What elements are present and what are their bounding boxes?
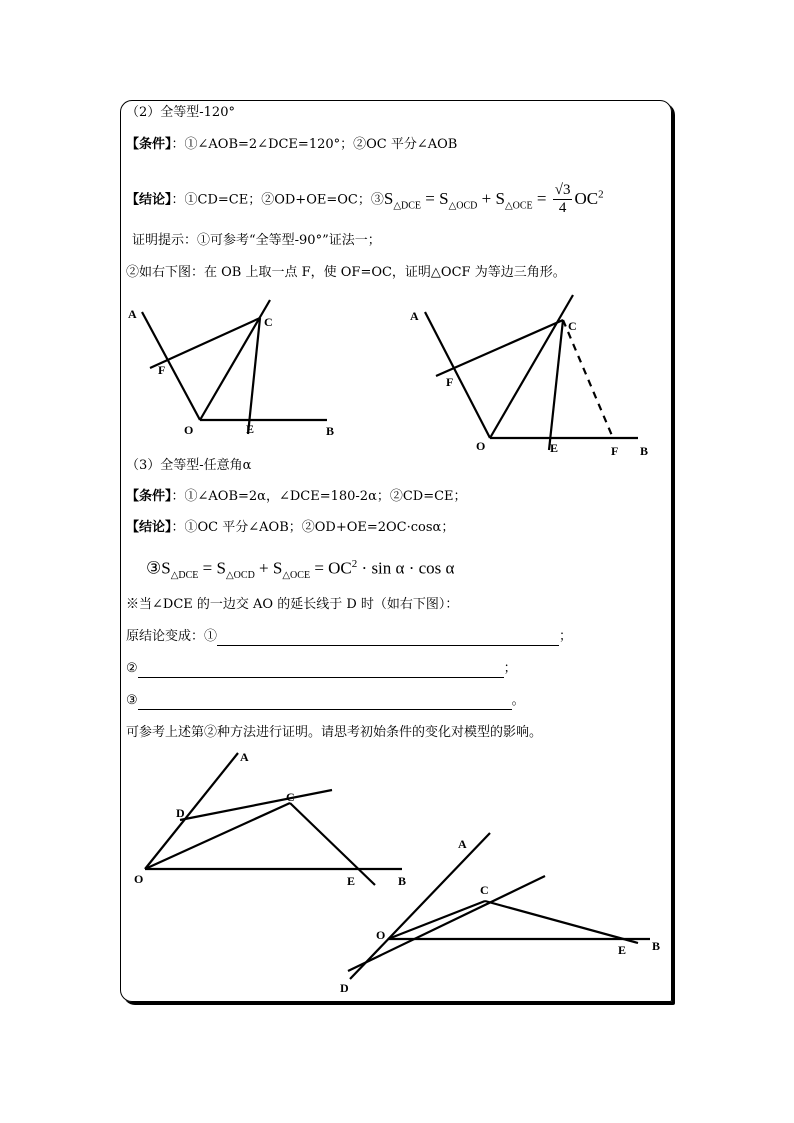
figure-2 [425,295,638,450]
fill-blank-3: ③ 。 [126,693,525,708]
fraction: $\frac{√3}{4}$ [554,182,571,217]
fig1-label-F: F [158,363,166,377]
fig1-label-A: A [128,307,137,321]
fig3-label-E: E [347,874,356,888]
section-3-conclusions: 【结论】：①OC 平分∠AOB；②OD+OE=2OC·cosα； [126,520,455,535]
fig2-label-B: B [640,444,649,458]
figures-general-angle [120,745,672,1000]
section-3-heading: （3）全等型-任意角α [126,458,252,473]
fig3-label-A: A [240,750,249,764]
fig3-label-O: O [134,872,144,886]
fig3-label-D: D [176,806,185,820]
condition-text: ：①∠AOB=2∠DCE=120°；②OC 平分∠AOB [171,137,458,152]
fig4-label-E: E [618,943,627,957]
fig2-label-F: F [446,375,454,389]
answer-blank-2[interactable] [138,663,504,678]
fig4-label-D: D [340,981,349,995]
proof-hint-1: 证明提示：①可参考“全等型-90°”证法一； [132,233,381,248]
fig3-label-B: B [398,874,407,888]
area-formula-120: $S_{\triangle DCE} = S_{\triangle OCD} + S_{\triangle OCE}$ = $\frac{√3}{4}$ $OC^2$ [383,182,604,217]
section-2-conclusions [126,175,604,225]
fig4-label-O: O [376,928,386,942]
fig1-label-E: E [246,422,255,436]
section-2-conditions [126,136,457,154]
conclusion-label: 【结论】 [126,192,172,208]
extension-note: ※当∠DCE 的一边交 AO 的延长线于 D 时（如右下图）： [126,597,459,612]
area-formula-general: $③S_{\triangle DCE} = S_{\triangle OCD} + S_{\triangle OCE} = OC^2 \cdot \sin \alpha \cdot \cos \alpha$ [146,558,455,582]
answer-blank-1[interactable] [217,631,559,646]
proof-hint-2: ②如右下图：在 OB 上取一点 F，使 OF=OC，证明△OCF 为等边三角形。 [126,265,566,280]
fig2-label-C: C [568,319,577,333]
fig2-label-A: A [410,309,419,323]
section-3-conditions: 【条件】：①∠AOB=2α，∠DCE=180-2α；②CD=CE； [126,489,467,504]
condition-label: 【条件】 [126,137,172,152]
conclusion-text: ：①CD=CE；②OD+OE=OC；③ [171,192,384,208]
fig1-label-O: O [184,423,194,437]
fig3-label-C: C [286,790,295,804]
fig2-label-O: O [476,439,486,453]
figures-120-degree [120,290,672,465]
answer-blank-3[interactable] [138,695,512,710]
fig1-label-C: C [264,315,273,329]
fill-blank-1: 原结论变成：① ； [126,629,573,644]
figure-1 [142,300,327,434]
fig4-label-A: A [458,837,467,851]
section-2-heading: （2）全等型-120° [126,105,235,120]
fill-blank-2: ② ； [126,661,517,676]
fig2-label-E: E [550,441,559,455]
proof-reference: 可参考上述第②种方法进行证明。请思考初始条件的变化对模型的影响。 [126,725,543,740]
figure-4 [348,833,650,979]
fig2-label-F-onOB: F [611,444,619,458]
fig4-label-C: C [480,883,489,897]
fig4-label-B: B [652,939,661,953]
fig1-label-B: B [326,424,335,438]
